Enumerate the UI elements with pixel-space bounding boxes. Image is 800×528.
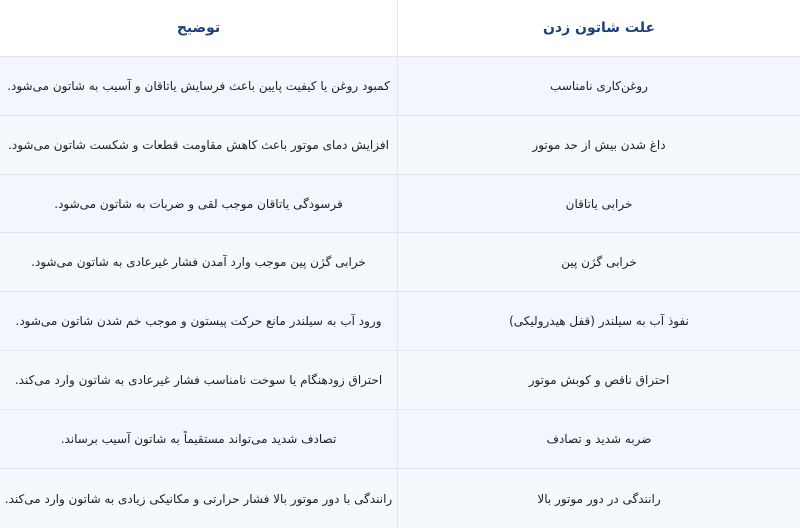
cause-column-header: علت شاتون زدن [542,20,656,36]
description-cell: افزایش دمای موتور باعث کاهش مقاومت قطعات و شکست شاتون می‌شود. [0,116,398,174]
cause-cell: رانندگی در دور موتور بالا [537,491,661,506]
table-row [0,350,800,409]
table-row [0,232,800,291]
cause-cell: خرابی یاتاقان [565,196,633,211]
cause-cell: ضربه شدید و تصادف [546,431,652,446]
description-column-header: توضیح [0,0,398,56]
description-cell: خرابی گژن پین موجب وارد آمدن فشار غیرعادی به شاتون می‌شود. [0,233,398,291]
description-cell: احتراق زودهنگام یا سوخت نامناسب فشار غیرعادی به شاتون وارد می‌کند. [0,351,398,409]
cause-cell: احتراق ناقص و کوبش موتور [528,372,670,387]
table-row [0,115,800,174]
description-cell: ورود آب به سیلندر مانع حرکت پیستون و موجب خم شدن شاتون می‌شود. [0,292,398,350]
table-row [0,468,800,528]
table-row [0,409,800,468]
table-row [0,174,800,233]
table-header-row [0,0,800,56]
cause-cell: روغن‌کاری نامناسب [550,78,648,93]
cause-cell: نفوذ آب به سیلندر (قفل هیدرولیکی) [509,313,689,328]
description-cell: فرسودگی یاتاقان موجب لقی و ضربات به شاتون می‌شود. [0,175,398,233]
table-row [0,291,800,350]
cause-cell: داغ شدن بیش از حد موتور [532,137,666,152]
description-cell: کمبود روغن یا کیفیت پایین باعث فرسایش یاتاقان و آسیب به شاتون می‌شود. [0,57,398,115]
table-row [0,56,800,115]
description-cell: رانندگی با دور موتور بالا فشار حرارتی و مکانیکی زیادی به شاتون وارد می‌کند. [0,469,398,528]
description-cell: تصادف شدید می‌تواند مستقیماً به شاتون آسیب برساند. [0,410,398,468]
cause-cell: خرابی گژن پین [561,254,637,269]
